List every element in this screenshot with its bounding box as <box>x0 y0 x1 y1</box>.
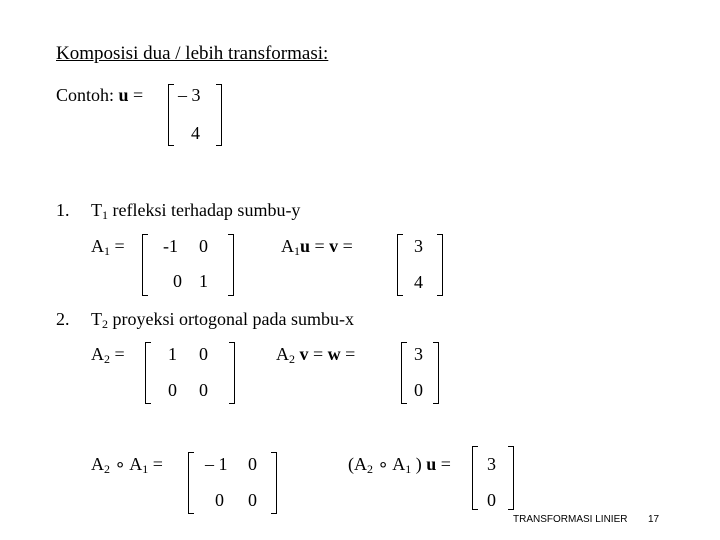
matrix-a1-right-bracket <box>228 234 234 296</box>
vector-w-right-bracket <box>433 342 439 404</box>
product-a1u-label: $A_1u = v$ = <box>281 236 353 258</box>
item2-number: 2. <box>56 309 70 329</box>
item1-number: 1. <box>56 200 70 220</box>
matrix-a2-cell-12: 0 <box>199 344 208 364</box>
matrix-a1-cell-12: 0 <box>199 236 208 256</box>
matrix-a2-cell-21: 0 <box>168 380 177 400</box>
vector-u-left-bracket <box>168 84 174 146</box>
matrix-composition-cell-12: 0 <box>248 454 257 474</box>
example-label: Contoh: u = <box>56 85 144 105</box>
matrix-a1-cell-11: -1 <box>163 236 178 256</box>
item2-heading: $T_2$ proyeksi ortogonal pada sumbu-x <box>91 309 354 331</box>
matrix-a2-cell-11: 1 <box>168 344 177 364</box>
matrix-composition-cell-21: 0 <box>215 490 224 510</box>
matrix-a1-cell-21: 0 <box>173 271 182 291</box>
page-title: Komposisi dua / lebih transformasi: <box>56 43 329 64</box>
footer-page-number: 17 <box>648 514 660 525</box>
matrix-a2-right-bracket <box>229 342 235 404</box>
matrix-a2-label: $A_2$ = <box>91 344 125 366</box>
vector-w-entry-1: 3 <box>414 344 423 364</box>
vector-u-entry-1: – 3 <box>178 85 201 105</box>
vector-result-left-bracket <box>472 446 478 510</box>
composition-applied-label: ($A_2$ ∘ $A_1$ ) u = <box>348 454 451 476</box>
matrix-a1-cell-22: 1 <box>199 271 208 291</box>
vector-v-entry-1: 3 <box>414 236 423 256</box>
matrix-composition-left-bracket <box>188 452 194 514</box>
vector-w-left-bracket <box>401 342 407 404</box>
matrix-a2-left-bracket <box>145 342 151 404</box>
matrix-a2-cell-22: 0 <box>199 380 208 400</box>
matrix-composition-cell-22: 0 <box>248 490 257 510</box>
footer-course: TRANSFORMASI LINIER <box>513 514 628 525</box>
vector-v-entry-2: 4 <box>414 272 423 292</box>
vector-u-right-bracket <box>216 84 222 146</box>
matrix-composition-right-bracket <box>271 452 277 514</box>
vector-result-entry-2: 0 <box>487 490 496 510</box>
matrix-composition-cell-11: – 1 <box>205 454 228 474</box>
composition-label: $A_2$ ∘ $A_1$ = <box>91 454 163 476</box>
matrix-a1-label: $A_1$ = <box>91 236 125 258</box>
product-a2v-label: $A_2$ v = w = <box>276 344 356 366</box>
vector-u-entry-2: 4 <box>191 123 200 143</box>
matrix-a1-left-bracket <box>142 234 148 296</box>
vector-result-right-bracket <box>508 446 514 510</box>
vector-w-entry-2: 0 <box>414 380 423 400</box>
vector-v-right-bracket <box>437 234 443 296</box>
vector-v-left-bracket <box>397 234 403 296</box>
item1-heading: $T_1$ refleksi terhadap sumbu-y <box>91 200 301 222</box>
vector-result-entry-1: 3 <box>487 454 496 474</box>
